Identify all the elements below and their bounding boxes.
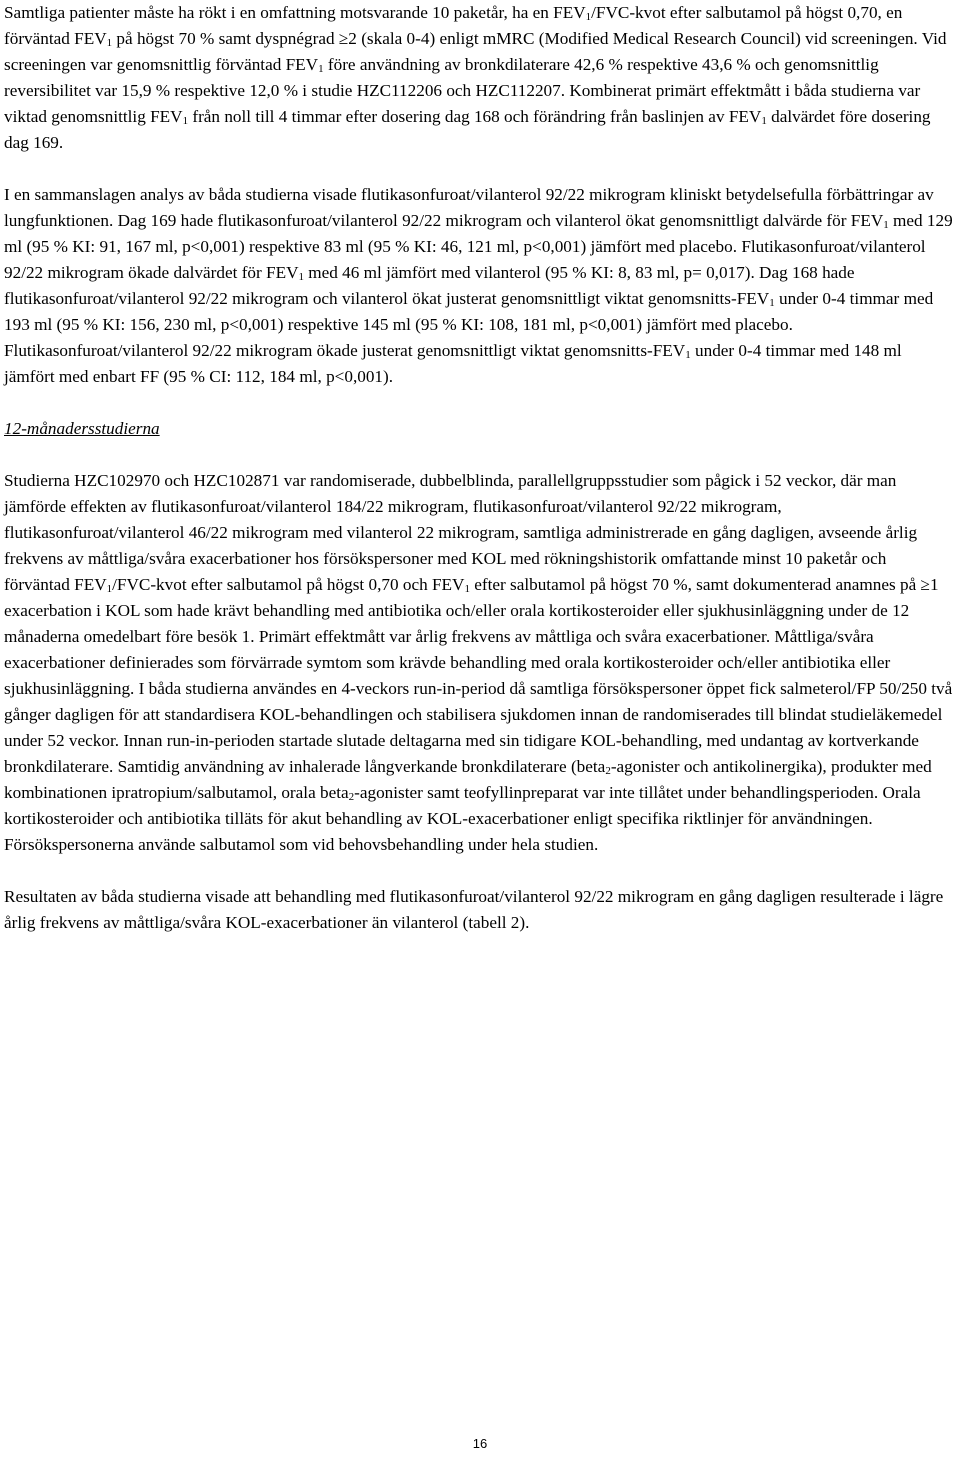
subscript: 1 [106,37,113,49]
paragraph-screening-criteria: Samtliga patienter måste ha rökt i en omfattning motsvarande 10 paketår, ha en $FEV_1/FVC$-kvot efter salbutamol på högst 0,70, en förväntad $FEV_1$ på högst 70 % samt dyspnégrad ≥2 (skala 0-4) enligt mMRC (Modified Medical Research Council) vid screeningen. Vid screeningen var genomsnittlig förväntad $FEV_1$ före användning av bronkdilaterare 42,6 % respektive 43,6 % och genomsnittlig reversibilitet var 15,9 % respektive 12,0 % i studie HZC112206 och HZC112207. Kombinerat primärt effektmått i båda studierna var viktad genomsnittlig $FEV_1$ från noll till 4 timmar efter dosering dag 168 och förändring från baslinjen av $FEV_1$ dalvärdet före dosering dag 169. [4,3,947,152]
section-heading-12-month-studies: 12-månadersstudierna [4,419,160,438]
subscript: 1 [318,63,324,75]
subscript: 2 [348,791,355,803]
subscript: 2 [605,765,611,777]
subscript: 1 [769,297,775,309]
subscript: 1 [883,219,889,231]
subscript: 1 [685,349,691,361]
document-page [4,0,956,936]
paragraph-pooled-analysis: I en sammanslagen analys av båda studierna visade flutikasonfuroat/vilanterol 92/22 mikrogram kliniskt betydelsefulla förbättringar av lungfunktionen. Dag 169 hade flutikasonfuroat/vilanterol 92/22 mikrogram och vilanterol ökat genomsnittligt dalvärde för $FEV_1$ med 129 ml (95 % KI: 91, 167 ml, p<0,001) respektive 83 ml (95 % KI: 46, 121 ml, p<0,001) jämfört med placebo. Flutikasonfuroat/vilanterol 92/22 mikrogram ökade dalvärdet för $FEV_1$ med 46 ml jämfört med vilanterol (95 % KI: 8, 83 ml, p= 0,017). Dag 168 hade flutikasonfuroat/vilanterol 92/22 mikrogram och vilanterol ökat justerat genomsnittligt viktat genomsnitts-$FEV_1$ under 0-4 timmar med 193 ml (95 % KI: 156, 230 ml, p<0,001) respektive 145 ml (95 % KI: 108, 181 ml, p<0,001) jämfört med placebo. Flutikasonfuroat/vilanterol 92/22 mikrogram ökade justerat genomsnittligt viktat genomsnitts-$FEV_1$ under 0-4 timmar med 148 ml jämfört med enbart FF (95 % CI: 112, 184 ml, p<0,001). [4,185,953,386]
page-number: 16 [472,1436,488,1451]
subscript: 1 [182,115,189,127]
subscript: 1 [106,583,113,595]
paragraph-study-design: Studierna HZC102970 och HZC102871 var randomiserade, dubbelblinda, parallellgruppsstudier som pågick i 52 veckor, där man jämförde effekten av flutikasonfuroat/vilanterol 184/22 mikrogram, flutikasonfuroat/vilanterol 92/22 mikrogram, flutikasonfuroat/vilanterol 46/22 mikrogram med vilanterol 22 mikrogram, samtliga administrerade en gång dagligen, avseende årlig frekvens av måttliga/svåra exacerbationer hos försökspersoner med KOL med rökningshistorik omfattande minst 10 paketår och förväntad $FEV_1/FVC$-kvot efter salbutamol på högst 0,70 och $FEV_1$ efter salbutamol på högst 70 %, samt dokumenterad anamnes på ≥1 exacerbation i KOL som hade krävt behandling med antibiotika och/eller orala kortikosteroider eller sjukhusinläggning under de 12 månaderna omedelbart före besök 1. Primärt effektmått var årlig frekvens av måttliga och svåra exacerbationer. Måttliga/svåra exacerbationer definierades som förvärrade symtom som krävde behandling med orala kortikosteroider och/eller antibiotika eller sjukhusinläggning. I båda studierna användes en 4-veckors run-in-period då samtliga försökspersoner öppet fick salmeterol/FP 50/250 två gånger dagligen för att standardisera KOL-behandlingen och stabilisera sjukdomen innan de randomiserades till blindat studieläkemedel under 52 veckor. Innan run-in-perioden startade slutade deltagarna med sin tidigare KOL-behandling, med undantag av kortverkande bronkdilaterare. Samtidig användning av inhalerade långverkande bronkdilaterare (beta$_2$-agonister och antikolinergika), produkter med kombinationen ipratropium/salbutamol, orala beta$_2$-agonister samt teofyllinpreparat var inte tillåtet under behandlingsperioden. Orala kortikosteroider och antibiotika tilläts för akut behandling av KOL-exacerbationer enligt specifika riktlinjer för användningen. Försökspersonerna använde salbutamol som vid behovsbehandling under hela studien. [4,471,953,854]
paragraph-results: Resultaten av båda studierna visade att behandling med flutikasonfuroat/vilanterol 92/22 mikrogram en gång dagligen resulterade i lägre årlig frekvens av måttliga/svåra KOL-exacerbationer än vilanterol (tabell 2). [4,887,944,932]
subscript: 1 [298,271,304,283]
subscript: 1 [464,583,470,595]
subscript: 1 [585,11,592,23]
subscript: 1 [761,115,767,127]
